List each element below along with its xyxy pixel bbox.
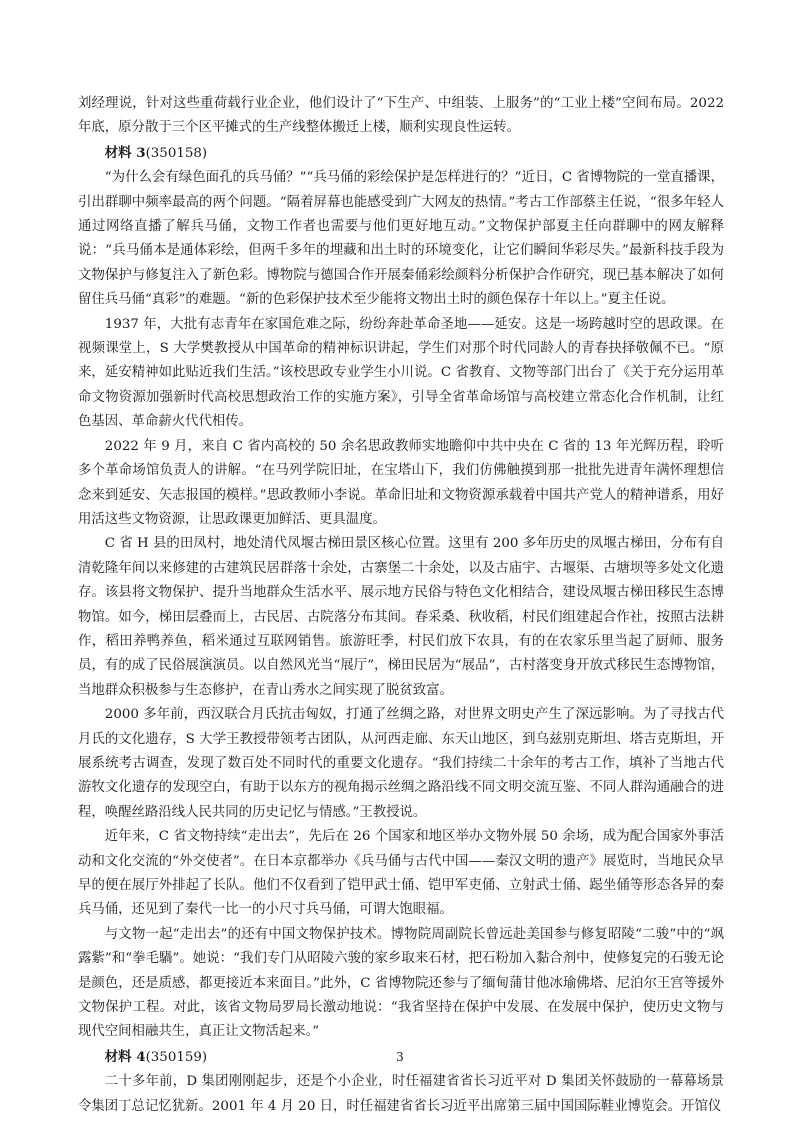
- paragraph-7: 近年来，C 省文物持续“走出去”，先后在 26 个国家和地区举办文物外展 50 余场，成为配合国家外事活动和文化交流的“外交使者”。在日本京都举办《兵马俑与古代中国——秦汉文明的遗产》展览时，当地民众早早的便在展厅外排起了长队。他们不仅看到了铠甲武士俑、铠甲军吏俑、立射武士俑、跽坐俑等形态各异的秦兵马俑，还见到了秦代一比一的小尺寸兵马俑，可谓大饱眼福。: [78, 829, 724, 918]
- paragraph-5: C 省 H 县的田凤村，地处清代凤堰古梯田景区核心位置。这里有 200 多年历史的凤堰古梯田，分布有自清乾隆年间以来修建的古建筑民居群落十余处，古寨堡二十余处，以及古庙宇、古堰渠、古塘坝等多处文化遗存。该县将文物保护、提升当地群众生活水平、展示地方民俗与特色文化相结合，建设凤堰古梯田移民生态博物馆。如今，梯田层叠而上，古民居、古院落分布其间。春采桑、秋收稻，村民们组建起合作社，按照古法耕作，稻田养鸭养鱼，稻米通过互联网销售。旅游旺季，村民们放下农具，有的在农家乐里当起了厨师、服务员，有的成了民俗展演演员。以自然风光当“展厅”，梯田民居为“展品”，古村落变身开放式移民生态博物馆，当地群众积极参与生态修护，在青山秀水之间实现了脱贫致富。: [78, 536, 724, 698]
- paragraph-6: 2000 多年前，西汉联合月氏抗击匈奴，打通了丝绸之路，对世界文明史产生了深远影响。为了寻找古代月氏的文化遗存，S 大学王教授带领考古团队，从河西走廊、东天山地区，到乌兹别克斯坦、塔吉克斯坦，开展系统考古调查，发现了数百处不同时代的重要文化遗存。“我们持续二十余年的考古工作，填补了当地古代游牧文化遗存的发现空白，有助于以东方的视角揭示丝绸之路沿线不同文明交流互鉴、不同人群沟通融合的进程，唤醒丝路沿线人民共同的历史记忆与情感。”王教授说。: [78, 707, 724, 820]
- heading-code: (350158): [145, 145, 208, 161]
- heading-label: 材料 4: [104, 1048, 146, 1065]
- paragraph-3: 1937 年，大批有志青年在家国危难之际，纷纷奔赴革命圣地——延安。这是一场跨越时空的思政课。在视频课堂上，S 大学樊教授从中国革命的精神标识讲起，学生们对那个时代同龄人的青春抉择敬佩不已。“原来，延安精神如此贴近我们生活。”该校思政专业学生小川说。C 省教育、文物等部门出台了《关于充分运用革命文物资源加强新时代高校思想政治工作的实施方案》，引导全省革命场馆与高校建立常态化合作机制，让红色基因、革命薪火代代相传。: [78, 316, 724, 430]
- paragraph-1: 刘经理说，针对这些重荷载行业企业，他们设计了“下生产、中组装、上服务”的“工业上楼”空间布局。2022 年底，原分散于三个区平摊式的生产线整体搬迁上楼，顺利实现良性运转。: [78, 96, 724, 136]
- paragraph-4: 2022 年 9 月，来自 C 省内高校的 50 余名思政教师实地瞻仰中共中央在 C 省的 13 年光辉历程，聆听多个革命场馆负责人的讲解。“在马列学院旧址，在宝塔山下，我们仿佛触摸到那一批批先进青年满怀理想信念来到延安、矢志报国的模样。”思政教师小李说。革命旧址和文物资源承载着中国共产党人的精神谱系，用好用活这些文物资源，让思政课更加鲜活、更具温度。: [78, 438, 724, 527]
- document-body: [78, 92, 724, 1119]
- heading-code: (350159): [145, 1049, 208, 1065]
- paragraph-9: 二十多年前，D 集团刚刚起步，还是个小企业，时任福建省省长习近平对 D 集团关怀鼓励的一幕幕场景令集团丁总记忆犹新。2001 年 4 月 20 日，时任福建省省长习近平出席第三届中国国际鞋业博览会。开馆仪: [78, 1074, 724, 1114]
- paragraph-2: “为什么会有绿色面孔的兵马俑？”“兵马俑的彩绘保护是怎样进行的？”近日，C 省博物院的一堂直播课，引出群聊中频率最高的两个问题。“隔着屏幕也能感受到广大网友的热情。”考古工作部蔡主任说，“很多年轻人通过网络直播了解兵马俑，文物工作者也需要与他们更好地互动。”文物保护部夏主任向群聊中的网友解释说：“兵马俑本是通体彩绘，但两千多年的埋藏和出土时的环境变化，让它们瞬间华彩尽失。”最新科技手段为文物保护与修复注入了新色彩。博物院与德国合作开展秦俑彩绘颜料分析保护合作研究，现已基本解决了如何留住兵马俑“真彩”的难题。“新的色彩保护技术至少能将文物出土时的颜色保存十年以上。”夏主任说。: [78, 170, 724, 308]
- page-number: 3: [396, 1050, 404, 1064]
- section-heading-material-3: [78, 141, 724, 166]
- paragraph-8: 与文物一起“走出去”的还有中国文物保护技术。博物院周副院长曾远赴美国参与修复昭陵“二骏”中的“飒露紫”和“拳毛騧”。她说：“我们专门从昭陵六骏的家乡取来石材，把石粉加入黏合剂中，使修复完的石骏无论是颜色，还是质感，都更接近本来面目。”此外，C 省博物院还参与了缅甸蒲甘他冰瑜佛塔、尼泊尔王宫等援外文物保护工程。对此，该省文物局罗局长激动地说：“我省坚持在保护中发展、在发展中保护，使历史文物与现代空间相融共生，真正让文物活起来。”: [78, 926, 724, 1040]
- heading-label: 材料 3: [104, 144, 146, 161]
